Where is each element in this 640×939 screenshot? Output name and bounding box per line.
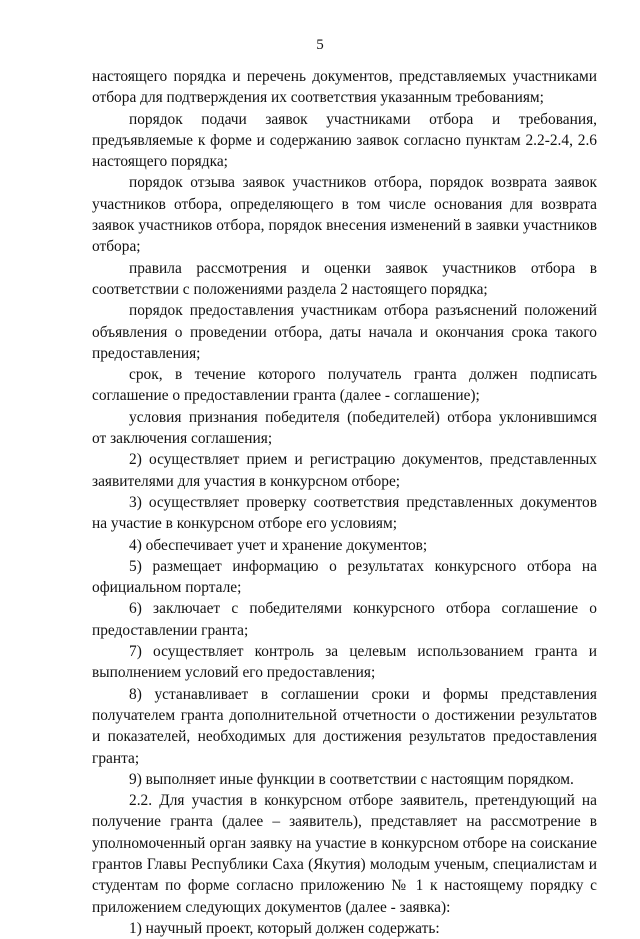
list-item: 6) заключает с победителями конкурсного отбора соглашение о предоставлении гранта;: [92, 600, 597, 639]
list-item: 4) обеспечивает учет и хранение документов;: [129, 536, 428, 554]
list-item: 3) осуществляет проверку соответствия представленных документов на участие в конкурсном отборе его условиям;: [92, 493, 597, 533]
paragraph: условия признания победителя (победителей) отбора уклонившимся от заключения соглашения;: [92, 408, 597, 448]
list-item: 8) устанавливает в соглашении сроки и формы представления получателем гранта дополнительной отчетности о достижении результатов и показателей, необходимых для достижения результатов предоставления гранта;: [92, 685, 597, 767]
list-item: 7) осуществляет контроль за целевым использованием гранта и выполнением условий его предоставления;: [92, 643, 597, 682]
paragraph: порядок предоставления участникам отбора разъяснений положений объявления о проведении отбора, даты начала и окончания срока такого предоставления;: [92, 302, 597, 362]
list-item: 5) размещает информацию о результатах конкурсного отбора на официальном портале;: [92, 557, 597, 597]
list-item: 2) осуществляет прием и регистрацию документов, представленных заявителями для участия в конкурсном отборе;: [92, 451, 597, 490]
list-item: 1) научный проект, который должен содержать:: [129, 919, 440, 937]
document-body: [92, 66, 597, 939]
paragraph: порядок отзыва заявок участников отбора, порядок возврата заявок участников отбора, определяющего в том числе основания для возврата заявок участников отбора, порядок внесения изменений в заявки участников отбора;: [92, 174, 597, 256]
page-number: 5: [316, 37, 324, 53]
paragraph: настоящего порядка и перечень документов, представляемых участниками отбора для подтверждения их соответствия указанным требованиям;: [92, 68, 597, 107]
paragraph: порядок подачи заявок участниками отбора и требования, предъявляемые к форме и содержанию заявок согласно пунктам 2.2-2.4, 2.6 настоящего порядка;: [92, 110, 597, 171]
section-paragraph: 2.2. Для участия в конкурсном отборе заявитель, претендующий на получение гранта (далее – заявитель), представляет на рассмотрение в уполномоченный орган заявку на участие в конкурсном отборе на соискание грантов Главы Республики Саха (Якутия) молодым ученым, специалистам и студентам по форме согласно приложению № 1 к настоящему порядку с приложением следующих документов (далее - заявка):: [92, 792, 597, 916]
list-item: 9) выполняет иные функции в соответствии с настоящим порядком.: [129, 770, 574, 788]
paragraph: правила рассмотрения и оценки заявок участников отбора в соответствии с положениями раздела 2 настоящего порядка;: [92, 259, 597, 298]
paragraph: срок, в течение которого получатель гранта должен подписать соглашение о предоставлении гранта (далее - соглашение);: [92, 366, 597, 405]
